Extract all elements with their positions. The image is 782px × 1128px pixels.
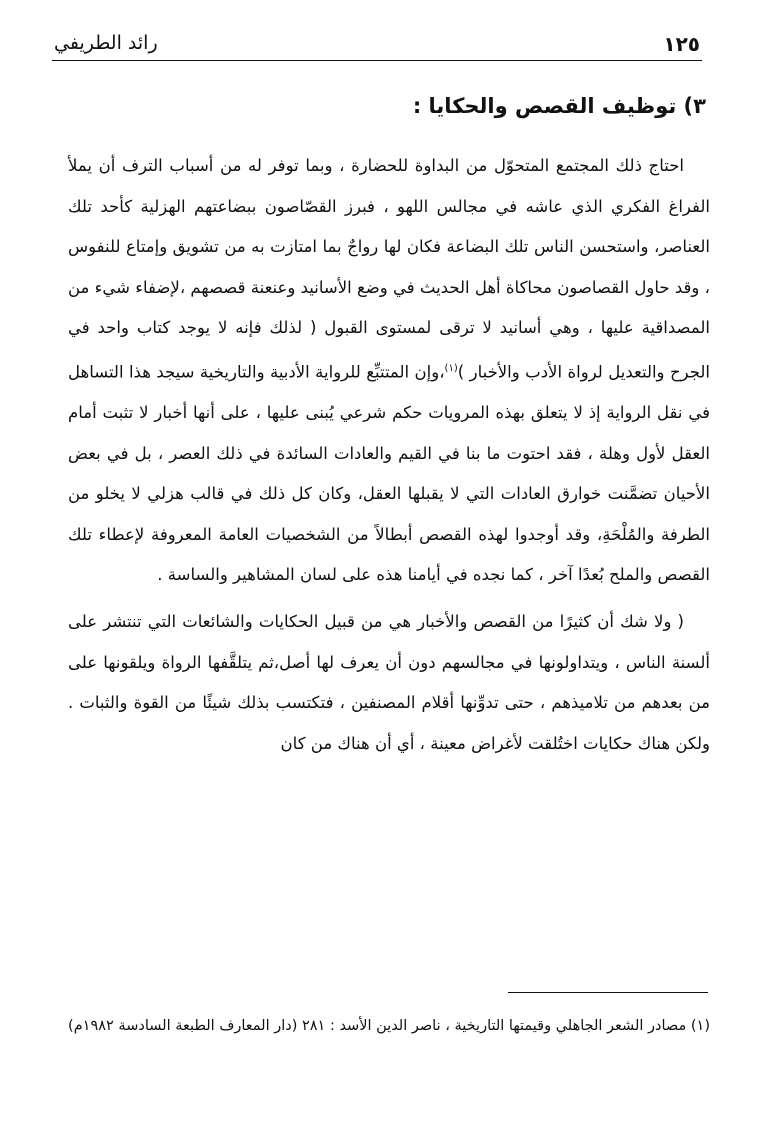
page-header bbox=[52, 24, 702, 61]
body-text bbox=[68, 146, 710, 764]
paragraph-1-part-a: احتاج ذلك المجتمع المتحوّل من البداوة للحضارة ، وبما توفر له من أسباب الترف أن يملأ الفراغ الفكري الذي عاشه في مجالس اللهو ، فبرز القصّاصون ببضاعتهم الهزلية كأحد تلك العناصر، واستحسن الناس تلك البضاعة فكان لها رواجٌ بما امتازت به من تشويق وإمتاع للنفوس ، وقد حاول القصاصون محاكاة أهل الحديث في وضع الأسانيد وعنعنة قصصهم ،لإضفاء شيء من المصداقية عليها ، وهي أسانيد لا ترقى لمستوى القبول ( لذلك فإنه لا يوجد كتاب واحد في الجرح والتعديل لرواة الأدب والأخبار ) bbox=[68, 156, 710, 382]
footnote-divider bbox=[508, 992, 708, 993]
section-heading: ٣) توظيف القصص والحكايا : bbox=[412, 94, 706, 118]
paragraph-1-part-b: ،وإن المتتبِّع للرواية الأدبية والتاريخية سيجد هذا التساهل في نقل الرواية إذ لا يتعلق بهذه المرويات حكم شرعي يُبنى عليها ، على أنها أخبار لا تثبت أمام العقل لأول وهلة ، فقد احتوت ما بنا في القيم والعادات السائدة في ذلك العصر ، بل في بعض الأحيان تضمَّنت خوارق العادات التي لا يقبلها العقل، وكان كل ذلك في قالب هزلي لا يخلو من الطرفة والمُلْحَةِ، وقد أوجدوا لهذه القصص أبطالاً من الشخصيات العامة المعروفة لإعطاء تلك القصص والملح بُعدًا آخر ، كما نجده في أيامنا هذه على لسان المشاهير والساسة . bbox=[68, 362, 710, 585]
paragraph-2: ( ولا شك أن كثيرًا من القصص والأخبار هي من قبيل الحكايات والشائعات التي تنتشر على ألسنة الناس ، ويتداولونها في مجالسهم دون أن يعرف لها أصل،ثم يتلقَّفها الرواة ويلقونها على من بعدهم من تلاميذهم ، حتى تدوِّنها أقلام المصنفين ، فتكتسب بذلك شيئًا من القوة والثبات . ولكن هناك حكايات اختُلقت لأغراض معينة ، أي أن هناك من كان bbox=[68, 612, 710, 753]
footnote-reference: (١) bbox=[444, 362, 458, 374]
paragraph-1 bbox=[68, 146, 710, 596]
footnote: (١) مصادر الشعر الجاهلي وقيمتها التاريخية ، ناصر الدين الأسد : ٢٨١ (دار المعارف الطبعة السادسة ١٩٨٢م) bbox=[68, 1018, 710, 1034]
running-title: رائد الطريفي bbox=[54, 32, 158, 54]
page-number: ١٢٥ bbox=[663, 32, 700, 56]
